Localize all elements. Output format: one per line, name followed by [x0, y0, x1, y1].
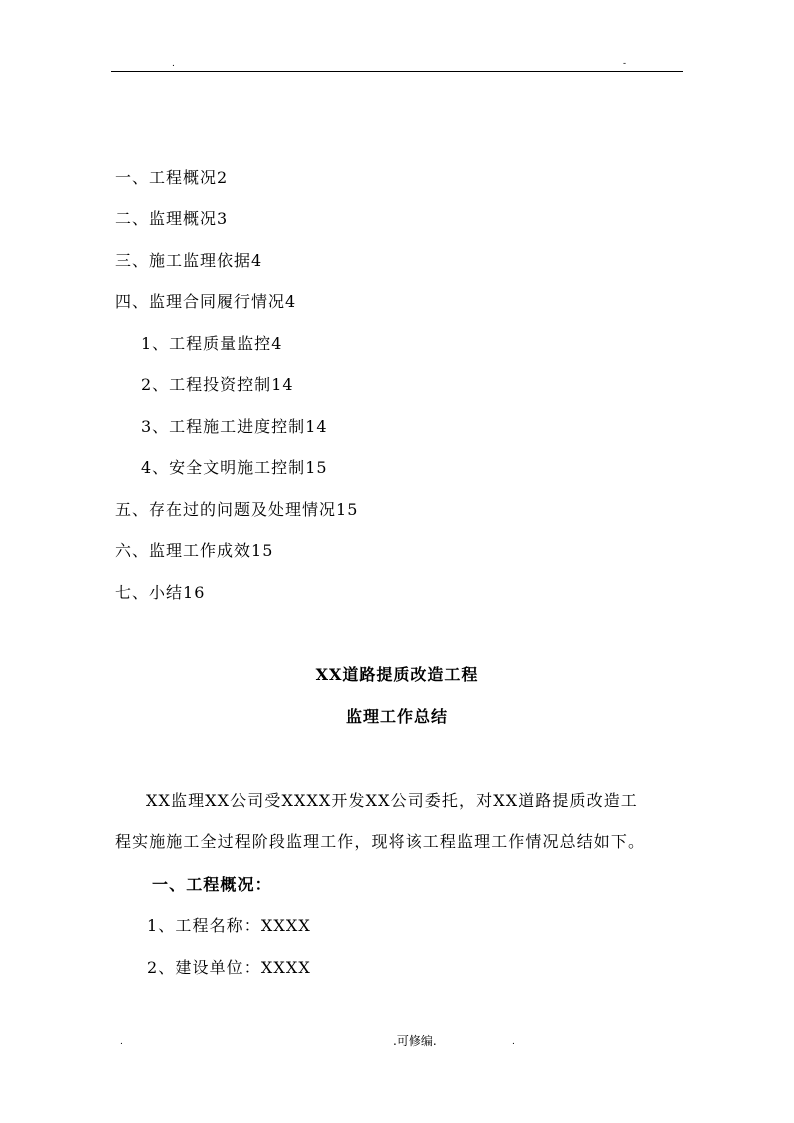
toc-item-page: 4 — [271, 334, 283, 353]
header-rule — [111, 71, 683, 72]
toc-item[interactable] — [141, 334, 282, 354]
toc-item[interactable] — [115, 583, 205, 603]
toc-item[interactable] — [141, 375, 294, 395]
toc-item[interactable] — [115, 168, 228, 188]
header-left-mark: . — [172, 59, 175, 69]
intro-paragraph-line-1: XX监理XX公司受XXXX开发XX公司委托，对XX道路提质改造工 — [146, 791, 638, 810]
toc-item-label: 一、工程概况 — [115, 168, 218, 187]
toc-item[interactable] — [115, 251, 262, 271]
toc-item[interactable] — [141, 458, 328, 478]
toc-item-label: 三、施工监理依据 — [115, 251, 252, 270]
toc-item[interactable] — [115, 292, 296, 312]
toc-item-page: 3 — [217, 209, 229, 228]
toc-item-page: 2 — [217, 168, 229, 187]
toc-item-page: 15 — [251, 541, 274, 560]
section-heading: 一、工程概况： — [152, 875, 272, 894]
toc-item-page: 14 — [305, 417, 328, 436]
footer-left-mark: . — [120, 1037, 123, 1047]
toc-item-page: 4 — [285, 292, 297, 311]
toc-item-label: 四、监理合同履行情况 — [115, 292, 286, 311]
toc-item-label: 2、工程投资控制 — [141, 375, 272, 394]
toc-item[interactable] — [115, 500, 358, 520]
toc-item[interactable] — [115, 541, 273, 561]
footer-right-mark: . — [512, 1037, 515, 1047]
footer-editable-note: .可修编. — [393, 1034, 437, 1048]
toc-item-page: 16 — [183, 583, 206, 602]
owner-unit-item: 2、建设单位：XXXX — [147, 958, 311, 977]
toc-item-label: 4、安全文明施工控制 — [141, 458, 306, 477]
document-subtitle: 监理工作总结 — [345, 707, 448, 726]
toc-item-page: 14 — [271, 375, 294, 394]
header-right-mark: - — [623, 59, 627, 69]
toc-item-page: 15 — [305, 458, 328, 477]
toc-item-page: 15 — [336, 500, 359, 519]
toc-item-label: 七、小结 — [115, 583, 184, 602]
intro-paragraph-line-2: 程实施施工全过程阶段监理工作，现将该工程监理工作情况总结如下。 — [115, 832, 646, 851]
toc-item-page: 4 — [251, 251, 263, 270]
project-name-item: 1、工程名称：XXXX — [147, 916, 311, 935]
document-title: XX道路提质改造工程 — [315, 665, 479, 684]
toc-item-label: 二、监理概况 — [115, 209, 218, 228]
toc-item[interactable] — [115, 209, 228, 229]
toc-item-label: 六、监理工作成效 — [115, 541, 252, 560]
toc-item[interactable] — [141, 417, 328, 437]
toc-item-label: 1、工程质量监控 — [141, 334, 272, 353]
toc-item-label: 五、存在过的问题及处理情况 — [115, 500, 337, 519]
toc-item-label: 3、工程施工进度控制 — [141, 417, 306, 436]
